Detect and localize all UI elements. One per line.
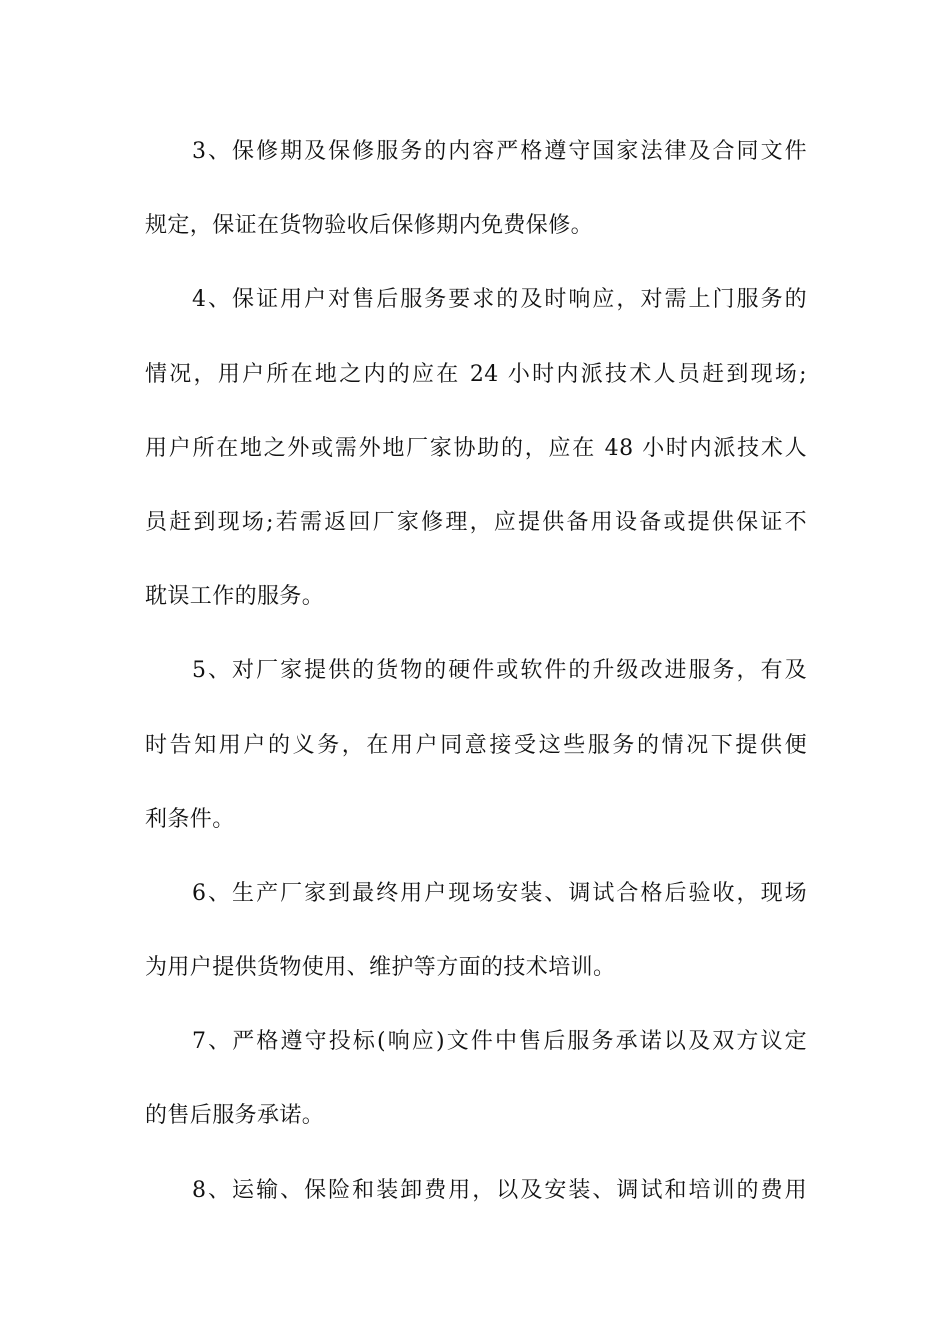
item-5-line-3: 利条件。 [145, 806, 235, 832]
item-3-line-2: 规定，保证在货物验收后保修期内免费保修。 [145, 213, 594, 239]
item-7-line-2: 的售后服务承诺。 [145, 1103, 325, 1129]
item-5-line-2: 时告知用户的义务，在用户同意接受这些服务的情况下提供便 [145, 732, 807, 758]
item-4-line-3: 用户所在地之外或需外地厂家协助的，应在 48 小时内派技术人 [145, 435, 807, 461]
item-7-line-1: 7、严格遵守投标(响应)文件中售后服务承诺以及双方议定 [192, 1029, 807, 1055]
item-4-line-5: 耽误工作的服务。 [145, 584, 325, 610]
item-3-line-1: 3、保修期及保修服务的内容严格遵守国家法律及合同文件 [192, 139, 807, 164]
item-6-line-1: 6、生产厂家到最终用户现场安装、调试合格后验收，现场 [192, 880, 807, 906]
document-body [145, 124, 807, 1237]
item-4-line-2: 情况，用户所在地之内的应在 24 小时内派技术人员赶到现场; [145, 361, 807, 387]
item-5-line-1: 5、对厂家提供的货物的硬件或软件的升级改进服务，有及 [192, 658, 807, 684]
item-4-line-1: 4、保证用户对售后服务要求的及时响应，对需上门服务的 [192, 287, 807, 313]
item-4-line-4: 员赶到现场;若需返回厂家修理，应提供备用设备或提供保证不 [145, 509, 807, 535]
item-8-line-1: 8、运输、保险和装卸费用，以及安装、调试和培训的费用 [192, 1177, 807, 1203]
item-6-line-2: 为用户提供货物使用、维护等方面的技术培训。 [145, 955, 616, 981]
